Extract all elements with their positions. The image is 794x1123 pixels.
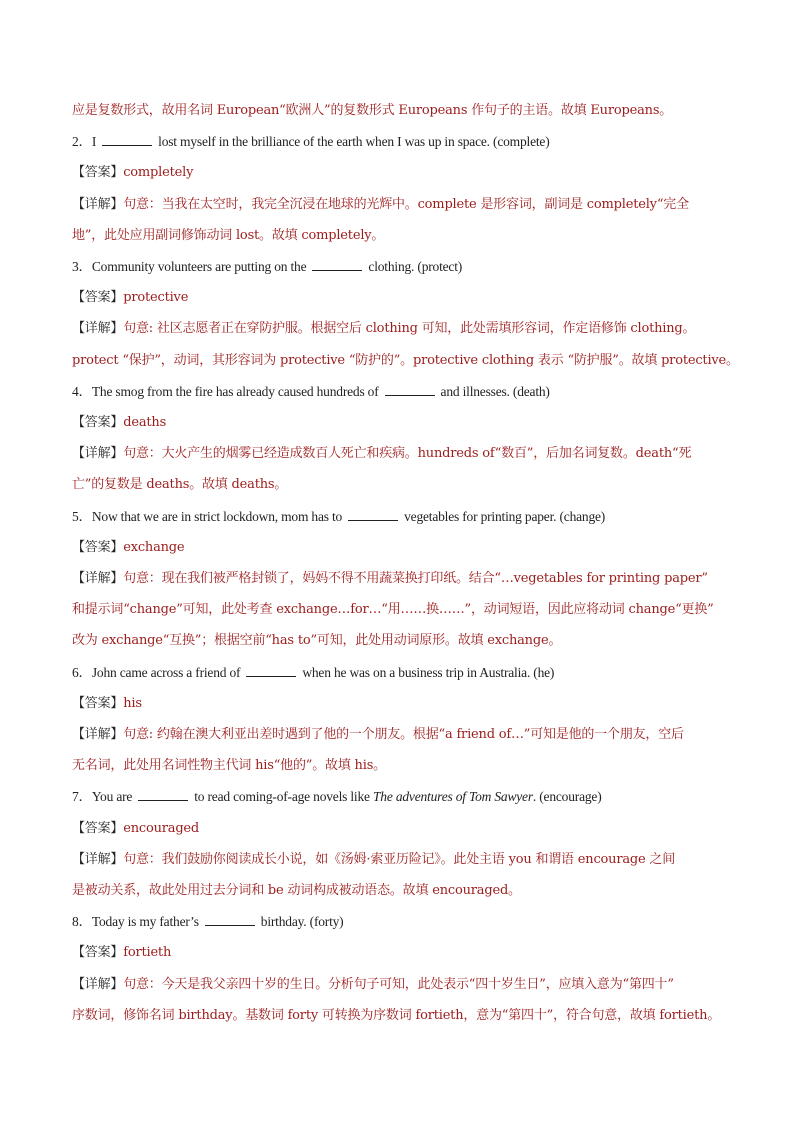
detail-label: 【详解】 [72, 851, 124, 867]
question-text-after: vegetables for printing paper. (change) [404, 508, 606, 524]
detail-line [72, 444, 732, 464]
detail-label: 【详解】 [72, 446, 124, 462]
answer-label: 【答案】 [72, 820, 124, 836]
question-text-before: John came across a friend of [91, 664, 241, 680]
answer-blank [205, 913, 255, 926]
detail-line [72, 725, 732, 745]
answer-text: protective [123, 290, 189, 306]
detail-line [72, 850, 732, 870]
question-number: 2． [72, 134, 92, 150]
question-line [72, 132, 732, 152]
question-line [72, 663, 732, 683]
answer-line [72, 943, 732, 963]
question-text-before: The smog from the fire has already caused hundreds of [91, 383, 379, 399]
answer-label: 【答案】 [72, 695, 124, 711]
answer-blank [102, 133, 152, 146]
question-text-after: birthday. (forty) [260, 914, 344, 930]
question-number: 3． [72, 259, 92, 274]
detail-continuation [72, 600, 732, 620]
question-number: 5． [72, 508, 92, 524]
detail-label: 【详解】 [72, 321, 124, 337]
detail-continuation [72, 226, 732, 246]
detail-line [72, 195, 732, 215]
detail-label: 【详解】 [72, 196, 124, 212]
question-text-after: lost myself in the brilliance of the earth when I was up in space. (complete) [158, 134, 550, 150]
question-line [72, 382, 732, 402]
answer-line [72, 694, 732, 714]
answer-label: 【答案】 [72, 415, 124, 430]
question-number: 7． [72, 789, 92, 805]
detail-text: 序数词，修饰名词 birthday。基数词 forty 可转换为序数词 fortieth，意为“第四十”，符合句意，故填 fortieth。 [72, 1007, 721, 1023]
detail-continuation [72, 756, 732, 776]
detail-text: 句意：我们鼓励你阅读成长小说，如《汤姆·索亚历险记》。此处主语 you 和谓语 encourage 之间 [123, 851, 676, 867]
answer-line [72, 288, 732, 308]
question-text-before: Now that we are in strict lockdown, mom has to [91, 508, 343, 524]
answer-blank [385, 383, 435, 396]
question-line [72, 257, 732, 277]
detail-text: 无名词，此处用名词性物主代词 his“他的”。故填 his。 [72, 758, 386, 774]
question-text-after: to read coming-of-age novels like [194, 789, 370, 805]
detail-continuation [72, 1006, 732, 1026]
question-number: 6． [72, 664, 92, 680]
answer-text: completely [123, 165, 194, 181]
detail-continuation [72, 475, 732, 495]
detail-text: 句意：当我在太空时，我完全沉浸在地球的光辉中。complete 是形容词，副词是 completely“完全 [123, 196, 689, 212]
question-text-after: clothing. (protect) [368, 259, 463, 274]
detail-text: 亡”的复数是 deaths。故填 deaths。 [72, 477, 288, 493]
detail-continuation [72, 101, 732, 121]
detail-label: 【详解】 [72, 976, 124, 992]
answer-line [72, 538, 732, 558]
detail-text: 是被动关系，故此处用过去分词和 be 动词构成被动语态。故填 encouraged。 [72, 883, 521, 898]
question-text-before: I [91, 134, 97, 150]
answer-text: exchange [123, 539, 185, 555]
detail-continuation [72, 351, 739, 371]
question-text-after: when he was on a business trip in Australia. (he) [302, 664, 555, 680]
question-line [72, 787, 732, 807]
answer-text: deaths [123, 415, 167, 430]
question-text-before: Today is my father’s [91, 914, 199, 930]
detail-label: 【详解】 [72, 571, 124, 586]
detail-continuation [72, 631, 732, 651]
question-text-before: Community volunteers are putting on the [91, 259, 307, 274]
answer-label: 【答案】 [72, 290, 124, 306]
answer-blank [138, 788, 188, 801]
detail-text: 句意：今天是我父亲四十岁的生日。分析句子可知，此处表示“四十岁生日”，应填入意为“第四十” [123, 976, 674, 992]
question-line [72, 912, 732, 932]
answer-text: his [123, 695, 142, 711]
question-text-before: You are [91, 789, 133, 805]
answer-label: 【答案】 [72, 165, 124, 181]
detail-text: 应是复数形式，故用名词 European“欧洲人”的复数形式 Europeans 作句子的主语。故填 Europeans。 [72, 103, 673, 118]
detail-text: 地”，此处应用副词修饰动词 lost。故填 completely。 [72, 227, 385, 243]
book-title: The adventures of Tom Sawyer [373, 789, 533, 805]
detail-text: 句意：大火产生的烟雾已经造成数百人死亡和疾病。hundreds of“数百”，后加名词复数。death“死 [123, 446, 692, 462]
answer-line [72, 819, 732, 839]
answer-blank [246, 664, 296, 677]
question-line [72, 507, 732, 527]
answer-label: 【答案】 [72, 945, 124, 961]
answer-text: fortieth [123, 945, 172, 961]
answer-text: encouraged [123, 820, 200, 836]
detail-line [72, 569, 732, 589]
detail-text: 句意: 约翰在澳大利亚出差时遇到了他的一个朋友。根据“a friend of…”可知是他的一个朋友，空后 [123, 727, 684, 742]
detail-text: 改为 exchange“互换”；根据空前“has to”可知，此处用动词原形。故填 exchange。 [72, 633, 562, 649]
detail-text: protect “保护”，动词，其形容词为 protective “防护的”。protective clothing 表示 “防护服”。故填 protective。 [72, 352, 739, 368]
question-text-after: and illnesses. (death) [440, 383, 550, 399]
question-number: 8． [72, 914, 92, 930]
detail-label: 【详解】 [72, 727, 124, 742]
question-number: 4． [72, 383, 92, 399]
detail-line [72, 975, 732, 995]
answer-blank [348, 508, 398, 521]
answer-label: 【答案】 [72, 539, 124, 555]
detail-text: 句意: 社区志愿者正在穿防护服。根据空后 clothing 可知，此处需填形容词，作定语修饰 clothing。 [123, 321, 696, 337]
detail-text: 和提示词“change”可知，此处考查 exchange…for…“用……换……”，动词短语，因此应将动词 change“更换” [72, 602, 714, 618]
answer-line [72, 163, 732, 183]
question-hint: . (encourage) [532, 789, 602, 805]
answer-line [72, 413, 732, 433]
detail-line [72, 319, 732, 339]
answer-blank [312, 258, 362, 271]
detail-text: 句意：现在我们被严格封锁了，妈妈不得不用蔬菜换打印纸。结合“…vegetables for printing paper” [123, 571, 708, 586]
detail-continuation [72, 881, 732, 901]
